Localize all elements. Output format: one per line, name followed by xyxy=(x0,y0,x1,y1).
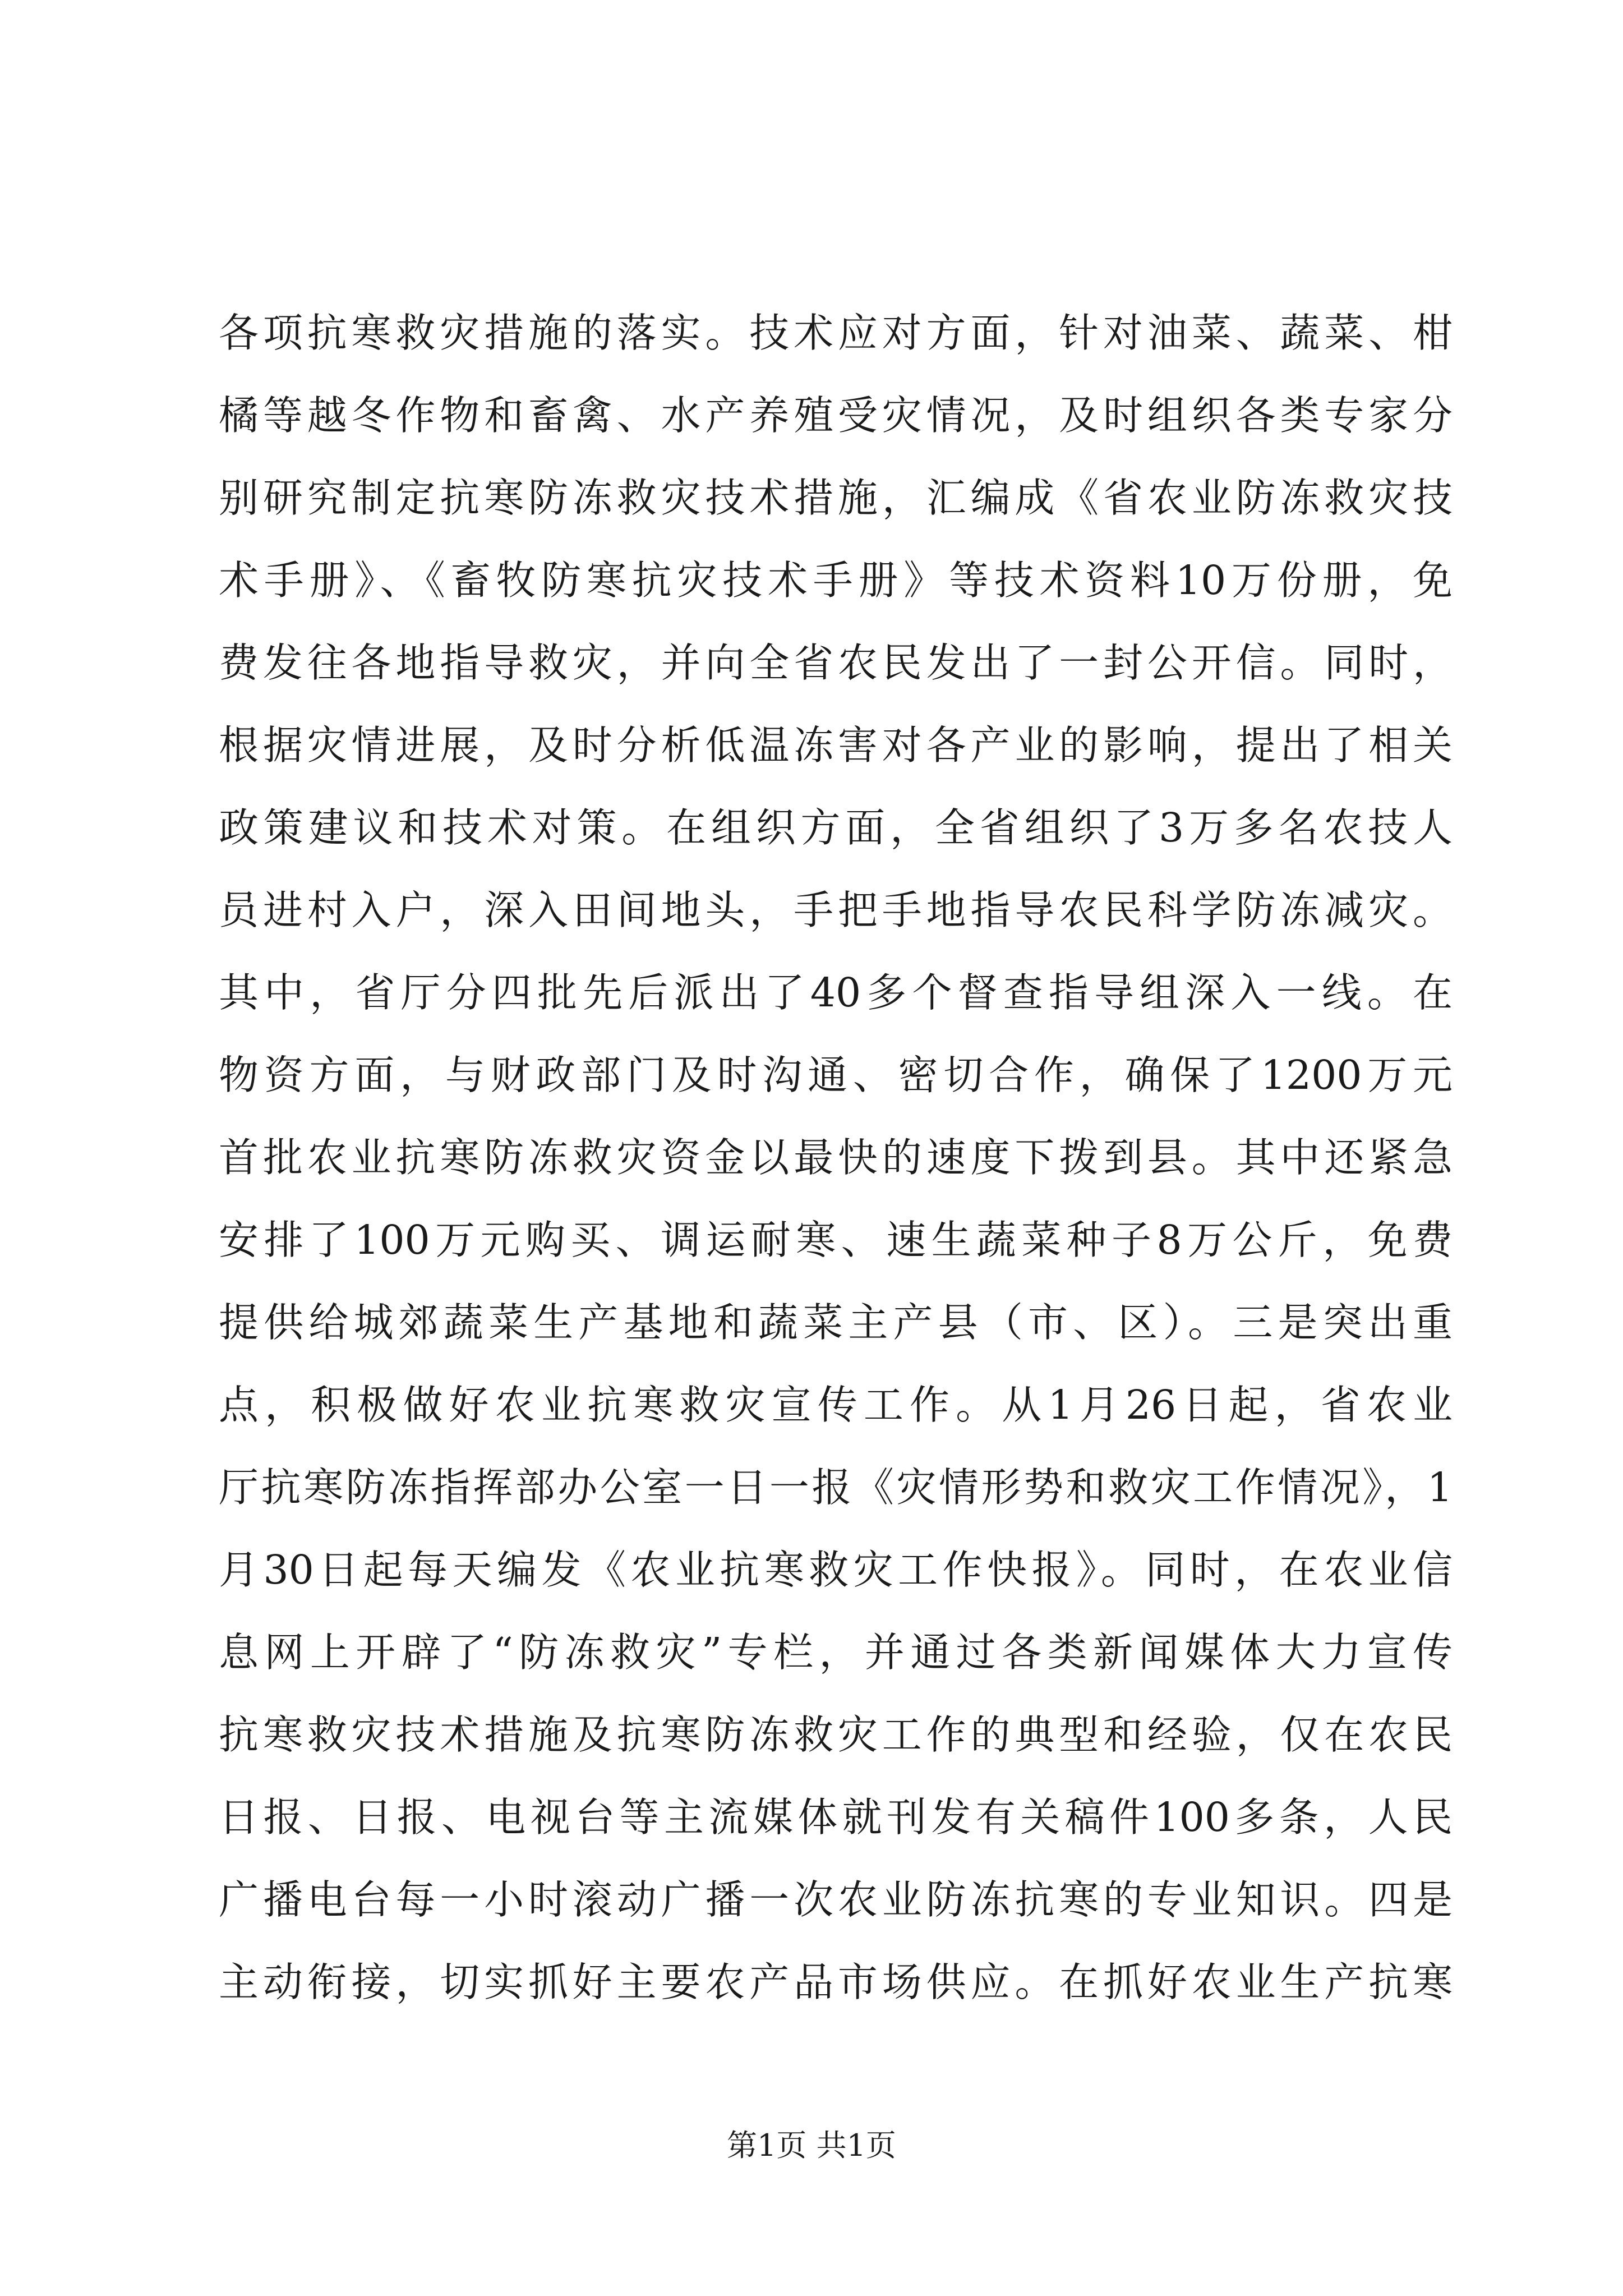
text-line: 别研究制定抗寒防冻救灾技术措施，汇编成《省农业防冻救灾技 xyxy=(219,475,1453,521)
text-line: 月30日起每天编发《农业抗寒救灾工作快报》。同时，在农业信 xyxy=(219,1547,1453,1593)
text-line: 提供给城郊蔬菜生产基地和蔬菜主产县（市、区）。三是突出重 xyxy=(219,1299,1453,1346)
text-line: 根据灾情进展，及时分析低温冻害对各产业的影响，提出了相关 xyxy=(219,722,1453,769)
text-line: 广播电台每一小时滚动广播一次农业防冻抗寒的专业知识。四是 xyxy=(219,1876,1453,1923)
text-line: 费发往各地指导救灾，并向全省农民发出了一封公开信。同时， xyxy=(219,639,1453,686)
text-line: 厅抗寒防冻指挥部办公室一日一报《灾情形势和救灾工作情况》，1 xyxy=(219,1464,1453,1511)
body-text xyxy=(219,292,1453,2023)
text-line: 抗寒救灾技术措施及抗寒防冻救灾工作的典型和经验，仅在农民 xyxy=(219,1711,1453,1758)
text-line: 主动衔接，切实抓好主要农产品市场供应。在抓好农业生产抗寒 xyxy=(219,1959,1453,2005)
text-line: 各项抗寒救灾措施的落实。技术应对方面，针对油菜、蔬菜、柑 xyxy=(219,310,1453,356)
page-number: 第1页 共1页 xyxy=(727,2128,896,2163)
text-line: 物资方面，与财政部门及时沟通、密切合作，确保了1200万元 xyxy=(219,1052,1453,1098)
text-line: 息网上开辟了“防冻救灾”专栏，并通过各类新闻媒体大力宣传 xyxy=(219,1629,1453,1676)
text-line: 政策建议和技术对策。在组织方面，全省组织了3万多名农技人 xyxy=(219,804,1453,851)
text-line: 日报、日报、电视台等主流媒体就刊发有关稿件100多条，人民 xyxy=(219,1794,1453,1841)
text-line: 员进村入户，深入田间地头，手把手地指导农民科学防冻减灾。 xyxy=(219,887,1453,933)
text-line: 点，积极做好农业抗寒救灾宣传工作。从1月26日起，省农业 xyxy=(219,1382,1453,1428)
text-line: 橘等越冬作物和畜禽、水产养殖受灾情况，及时组织各类专家分 xyxy=(219,392,1453,439)
text-line: 安排了100万元购买、调运耐寒、速生蔬菜种子8万公斤，免费 xyxy=(219,1217,1453,1263)
page-footer xyxy=(0,2126,1623,2165)
text-line: 其中，省厅分四批先后派出了40多个督查指导组深入一线。在 xyxy=(219,969,1453,1016)
text-line: 术手册》、《畜牧防寒抗灾技术手册》等技术资料10万份册，免 xyxy=(219,557,1453,604)
text-line: 首批农业抗寒防冻救灾资金以最快的速度下拨到县。其中还紧急 xyxy=(219,1134,1453,1181)
